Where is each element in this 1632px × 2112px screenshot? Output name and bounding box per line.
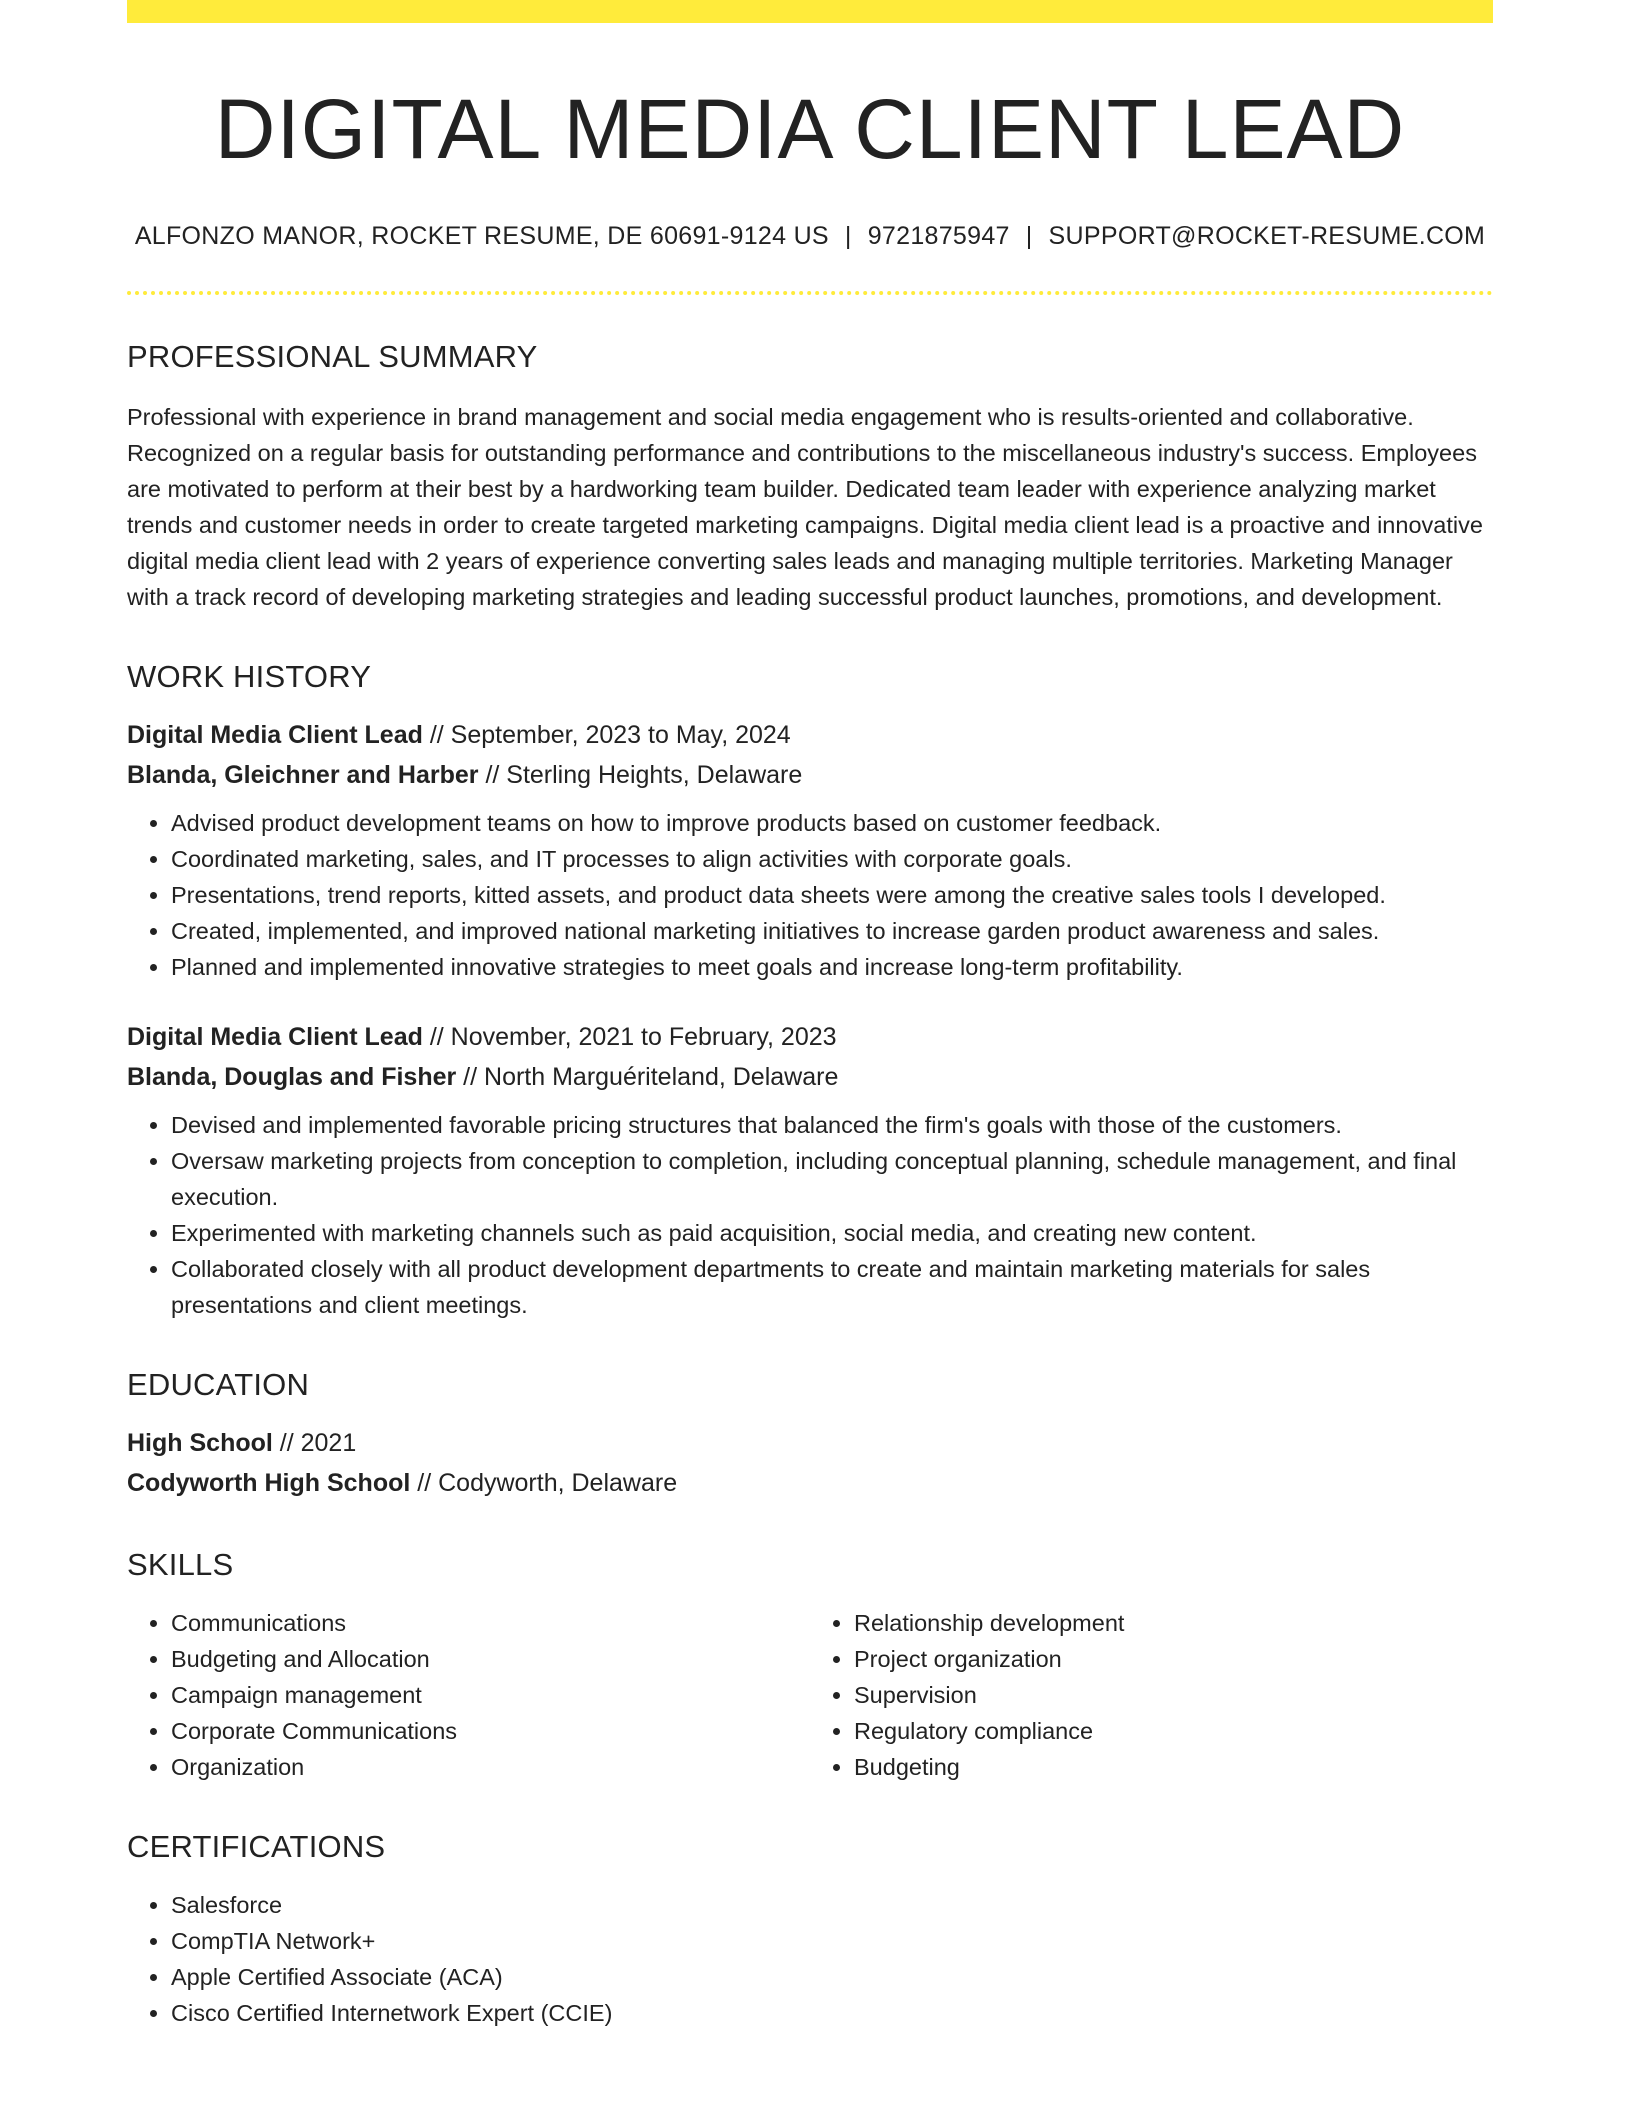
list-item: • Experimented with marketing channels such as paid acquisition, social media, and creating new content. [171,1215,1493,1251]
work-history-section [127,659,1493,1323]
skills-list-right [810,1605,1493,1785]
list-item: • Campaign management [171,1677,810,1713]
list-item: • Supervision [854,1677,1493,1713]
job-entry [127,1017,1493,1323]
list-item: • Apple Certified Associate (ACA) [171,1959,1493,1995]
job-title: Digital Media Client Lead [127,721,423,750]
candidate-name: DIGITAL MEDIA CLIENT LEAD [214,82,1406,176]
education-entry [127,1423,1493,1503]
list-item: • CompTIA Network+ [171,1923,1493,1959]
job-company: Blanda, Douglas and Fisher [127,1063,457,1092]
education-section [127,1367,1493,1503]
certifications-list [127,1887,1493,2031]
job-location: // North Marguériteland, Delaware [456,1063,839,1092]
list-item: • Budgeting and Allocation [171,1641,810,1677]
contact-line [127,222,1493,251]
list-item: • Oversaw marketing projects from conception to completion, including conceptual planning, schedule management, and final execution. [171,1143,1493,1215]
job-company: Blanda, Gleichner and Harber [127,761,479,790]
list-item: • Corporate Communications [171,1713,810,1749]
school-line [127,1463,1493,1503]
school-name: Codyworth High School [127,1469,411,1498]
list-item: • Coordinated marketing, sales, and IT processes to align activities with corporate goals. [171,841,1493,877]
dotted-divider [127,291,1493,295]
list-item: • Communications [171,1605,810,1641]
list-item: • Devised and implemented favorable pricing structures that balanced the firm's goals with those of the customers. [171,1107,1493,1143]
list-item: • Planned and implemented innovative strategies to meet goals and increase long-term profitability. [171,949,1493,985]
job-title: Digital Media Client Lead [127,1023,423,1052]
list-item: • Budgeting [854,1749,1493,1785]
list-item: • Advised product development teams on how to improve products based on customer feedback. [171,805,1493,841]
resume-page [127,0,1493,2031]
job-title-line [127,715,1493,755]
list-item: • Organization [171,1749,810,1785]
school-location: // Codyworth, Delaware [410,1469,678,1498]
list-item: • Presentations, trend reports, kitted assets, and product data sheets were among the creative sales tools I developed. [171,877,1493,913]
work-history-heading: WORK HISTORY [127,659,372,695]
job-title-line [127,1017,1493,1057]
list-item: • Project organization [854,1641,1493,1677]
job-bullets [127,1107,1493,1323]
skills-heading: SKILLS [127,1547,234,1583]
contact-address: ALFONZO MANOR, ROCKET RESUME, DE 60691-9124 US [134,222,829,251]
summary-section [127,339,1493,615]
list-item: • Regulatory compliance [854,1713,1493,1749]
list-item: • Collaborated closely with all product development departments to create and maintain marketing materials for sales presentations and client meetings. [171,1251,1493,1323]
contact-separator: | [1025,222,1033,251]
contact-email: SUPPORT@ROCKET-RESUME.COM [1048,222,1486,251]
skills-list-left [127,1605,810,1785]
education-heading: EDUCATION [127,1367,310,1403]
list-item: • Created, implemented, and improved national marketing initiatives to increase garden product awareness and sales. [171,913,1493,949]
job-location: // Sterling Heights, Delaware [478,761,803,790]
degree-line [127,1423,1493,1463]
accent-top-bar [127,0,1493,23]
job-company-line [127,1057,1493,1097]
skills-grid [127,1605,1493,1785]
list-item: • Cisco Certified Internetwork Expert (CCIE) [171,1995,1493,2031]
degree-year: // 2021 [272,1429,357,1458]
job-dates: // September, 2023 to May, 2024 [422,721,791,750]
job-dates: // November, 2021 to February, 2023 [422,1023,837,1052]
job-company-line [127,755,1493,795]
list-item: • Salesforce [171,1887,1493,1923]
job-bullets [127,805,1493,985]
certifications-heading: CERTIFICATIONS [127,1829,386,1865]
list-item: • Relationship development [854,1605,1493,1641]
contact-separator: | [844,222,852,251]
contact-phone: 9721875947 [867,222,1010,251]
skills-section [127,1547,1493,1785]
certifications-section [127,1829,1493,2031]
degree: High School [127,1429,273,1458]
job-entry [127,715,1493,985]
summary-heading: PROFESSIONAL SUMMARY [127,339,538,375]
summary-text: Professional with experience in brand management and social media engagement who is results-oriented and collaborative. Recognized on a regular basis for outstanding performance and contributions to the miscellaneous industry's success. Employees are motivated to perform at their best by a hardworking team builder. Dedicated team leader with experience analyzing market trends and customer needs in order to create targeted marketing campaigns. Digital media client lead is a proactive and innovative digital media client lead with 2 years of experience converting sales leads and managing multiple territories. Marketing Manager with a track record of developing marketing strategies and leading successful product launches, promotions, and development. [127,404,1483,611]
